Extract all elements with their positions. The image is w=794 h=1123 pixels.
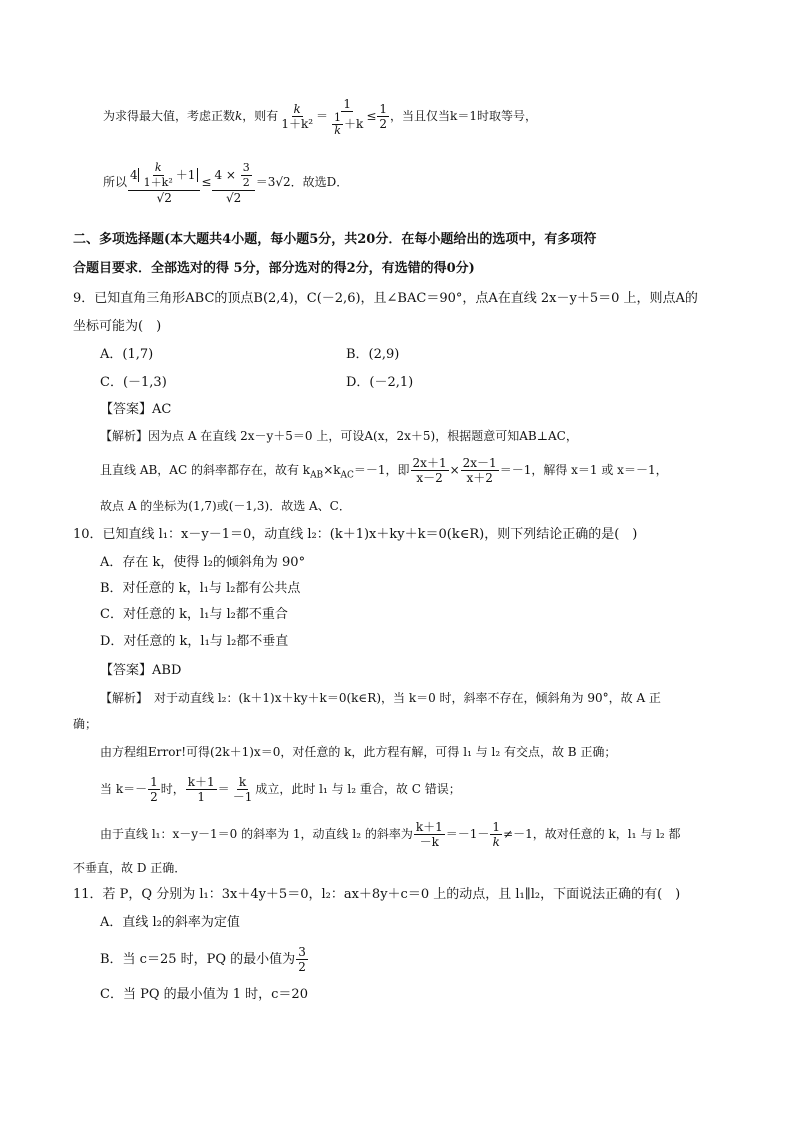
option-d: D．对任意的 k，l₁与 l₂都不垂直 — [100, 634, 289, 649]
fraction: $\frac{1}{k}$ — [334, 110, 342, 137]
fraction: $\frac{2x+1}{x-2}$ — [412, 456, 447, 485]
explanation-line: 由方程组Error!可得(2k＋1)x＝0，对任意的 k，此方程有解，可得 l₁ 与 l₂ 有交点，故 B 正确； — [100, 745, 617, 759]
explanation-line: 由于直线 l₁：x－y－1＝0 的斜率为 1，动直线 l₂ 的斜率为 $\frac{k+1}{-k}$ ＝－1－ $\frac{1}{k}$ ≠－1，故对任意的 k，l₁ 与 l₂ 都 — [100, 820, 681, 849]
fraction: $\frac{3}{2}$ — [298, 945, 306, 974]
option-a: A．(1,7) — [100, 347, 154, 362]
explanation-line: 且直线 AB，AC 的斜率都存在，故有 $k_{AB}\times k_{AC}=-1$，即 $\frac{2x+1}{x-2}$ × $\frac{2x-1}{x+2}$ ＝－1，解得 x＝1 或 x＝－1， — [100, 456, 668, 485]
fraction: 1 $\frac{1}{k}$ ＋k — [334, 96, 364, 137]
option-d: D．(－2,1) — [346, 375, 414, 390]
fraction: 4 $\frac{k}{\text{1＋k²}}$ ＋1 √2 — [128, 161, 200, 205]
solution-line-2: 所以 4 $\frac{k}{\text{1＋k²}}$ ＋1 √2 ≤ 4 × $\frac{3}{2}$ √2 ＝3√2．故选D． — [103, 160, 349, 205]
option-c: C．当 PQ 的最小值为 1 时，c＝20 — [100, 987, 308, 1002]
option-b: B．(2,9) — [346, 347, 400, 362]
option-c: C．(－1,3) — [100, 375, 167, 390]
question-9-stem-cont: 坐标可能为( ) — [73, 319, 162, 334]
question-11-stem: 11．若 P，Q 分别为 l₁：3x＋4y＋5＝0，l₂：ax＋8y＋c＝0 上的动点，且 l₁∥l₂，下面说法正确的有( ) — [73, 887, 681, 902]
question-10-stem: 10．已知直线 l₁：x－y－1＝0，动直线 l₂：(k＋1)x＋ky＋k＝0(k∈R)，则下列结论正确的是( ) — [73, 527, 638, 542]
option-b: B．对任意的 k，l₁与 l₂都有公共点 — [100, 581, 301, 596]
option-a: A．直线 l₂的斜率为定值 — [100, 915, 240, 930]
fraction: 4 × $\frac{3}{2}$ √2 — [212, 161, 254, 205]
explanation-line: 【解析】因为点 A 在直线 2x－y＋5＝0 上，可设A(x，2x＋5)，根据题意可知AB⊥AC， — [100, 429, 578, 443]
option-c: C．对任意的 k，l₁与 l₂都不重合 — [100, 607, 288, 622]
explanation-line: 故点 A 的坐标为(1,7)或(－1,3)．故选 A、C． — [100, 499, 351, 513]
section-title: 二、多项选择题(本大题共4小题，每小题5分，共20分．在每小题给出的选项中，有多项符 — [73, 232, 597, 247]
fraction: $\frac{1}{2}$ — [150, 775, 158, 804]
fraction: $\frac{1}{k}$ — [492, 820, 501, 849]
answer: 【答案】AC — [100, 402, 172, 417]
question-9-stem: 9．已知直角三角形ABC的顶点B(2,4)，C(－2,6)，且∠BAC＝90°，点A在直线 2x－y＋5＝0 上，则点A的 — [73, 291, 698, 306]
fraction: $\frac{k+1}{1}$ — [187, 775, 215, 804]
section-title-cont: 合题目要求．全部选对的得 5分，部分选对的得2分，有选错的得0分) — [73, 261, 475, 276]
explanation-line: 不垂直，故 D 正确． — [73, 861, 187, 875]
fraction: $\frac{1}{2}$ — [379, 102, 388, 131]
answer: 【答案】ABD — [100, 663, 182, 678]
fraction: $\frac{k+1}{-k}$ — [415, 820, 443, 849]
solution-line-1: 为求得最大值，考虑正数k，则有 $\frac{k}{\text{1＋k²}}$ ＝ 1 $\frac{1}{k}$ ＋k ≤ $\frac{1}{2}$ ，当且仅当k＝1时取等号， — [103, 96, 537, 137]
fraction: $\frac{3}{2}$ — [242, 160, 250, 189]
explanation-line: 当 k＝－ $\frac{1}{2}$ 时， $\frac{k+1}{1}$ ＝ $\frac{k}{-1}$ 成立，此时 l₁ 与 l₂ 重合，故 C 错误； — [100, 775, 461, 804]
option-a: A．存在 k，使得 l₂的倾斜角为 90° — [100, 555, 306, 570]
fraction: $\frac{k}{\text{1＋k²}}$ — [143, 160, 173, 189]
explanation-line: 【解析】 对于动直线 l₂：(k＋1)x＋ky＋k＝0(k∈R)，当 k＝0 时，斜率不存在，倾斜角为 90°，故 A 正 — [100, 691, 661, 705]
fraction: $\frac{k}{\text{1＋k²}}$ — [281, 102, 314, 131]
option-b: B．当 c＝25 时，PQ 的最小值为 $\frac{3}{2}$ — [100, 945, 306, 974]
explanation-line: 确； — [73, 717, 98, 731]
fraction: $\frac{2x-1}{x+2}$ — [462, 456, 497, 485]
fraction: $\frac{k}{-1}$ — [232, 775, 253, 804]
